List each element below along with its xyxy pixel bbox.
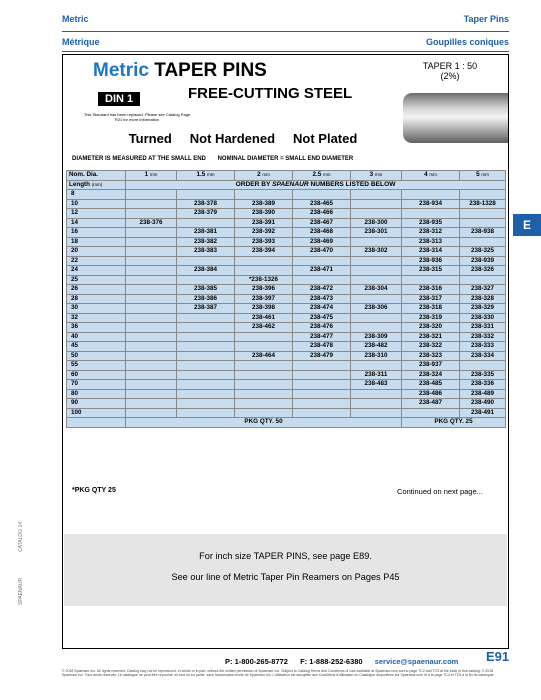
table-row — [67, 323, 506, 333]
part-number-cell[interactable]: 238-311 — [351, 370, 402, 380]
header-section-en: Metric — [62, 14, 89, 24]
part-number-cell[interactable]: 238-398 — [235, 304, 293, 314]
part-number-cell — [126, 323, 177, 333]
taper-pin-table — [66, 170, 506, 428]
part-number-cell — [177, 332, 235, 342]
part-number-cell[interactable]: 238-394 — [235, 247, 293, 257]
length-cell: 28 — [67, 294, 126, 304]
part-number-cell — [126, 285, 177, 295]
part-number-cell[interactable]: 238-302 — [351, 247, 402, 257]
part-number-cell — [293, 399, 351, 409]
part-number-cell[interactable]: 238-335 — [460, 370, 506, 380]
part-number-cell[interactable]: 238-387 — [177, 304, 235, 314]
part-number-cell[interactable]: 238-376 — [126, 218, 177, 228]
part-number-cell — [293, 361, 351, 371]
part-number-cell — [460, 275, 506, 285]
diameter-header-row — [67, 171, 506, 181]
part-number-cell[interactable]: 238-317 — [402, 294, 460, 304]
order-instruction: ORDER BY SPAENAUR NUMBERS LISTED BELOW — [126, 180, 506, 190]
part-number-cell[interactable]: 238-332 — [460, 332, 506, 342]
pkg-qty-50: PKG QTY. 50 — [126, 418, 402, 428]
part-number-cell[interactable]: 238-479 — [293, 351, 351, 361]
package-row-spacer — [67, 418, 126, 428]
length-cell: 60 — [67, 370, 126, 380]
part-number-cell[interactable]: 238-934 — [402, 199, 460, 209]
title-metric: Metric — [93, 60, 149, 81]
part-number-cell — [126, 266, 177, 276]
length-cell: 24 — [67, 266, 126, 276]
part-number-cell — [126, 228, 177, 238]
diameter-header: 2.5 mm — [293, 171, 351, 181]
part-number-cell[interactable]: 238-310 — [351, 351, 402, 361]
section-tab[interactable]: E — [513, 214, 541, 236]
part-number-cell[interactable]: 238-468 — [293, 228, 351, 238]
part-number-cell[interactable]: 238-382 — [177, 237, 235, 247]
part-number-cell[interactable]: 238-321 — [402, 332, 460, 342]
table-row — [67, 351, 506, 361]
table-row — [67, 361, 506, 371]
length-cell: 10 — [67, 199, 126, 209]
continued-link[interactable]: Continued on next page... — [397, 487, 483, 496]
finish-turned: Turned — [128, 131, 172, 146]
part-number-cell — [293, 256, 351, 266]
part-number-cell[interactable]: 238-322 — [402, 342, 460, 352]
part-number-cell — [351, 190, 402, 200]
part-number-cell — [177, 323, 235, 333]
part-number-cell — [126, 275, 177, 285]
length-cell: 22 — [67, 256, 126, 266]
table-row — [67, 408, 506, 418]
part-number-cell[interactable]: 238-383 — [177, 247, 235, 257]
note-nominal: NOMINAL DIAMETER = SMALL END DIAMETER — [217, 156, 354, 162]
part-number-cell[interactable]: 238-470 — [293, 247, 351, 257]
part-number-cell[interactable]: 238-378 — [177, 199, 235, 209]
part-number-cell — [126, 389, 177, 399]
part-number-cell — [126, 370, 177, 380]
table-row — [67, 209, 506, 219]
part-number-cell[interactable]: 238-329 — [460, 304, 506, 314]
part-number-cell[interactable]: 238-478 — [293, 342, 351, 352]
part-number-cell[interactable]: 238-466 — [293, 209, 351, 219]
part-number-cell[interactable]: 238-336 — [460, 380, 506, 390]
note-diameter: DIAMETER IS MEASURED AT THE SMALL END — [72, 156, 206, 162]
length-cell: 90 — [67, 399, 126, 409]
part-number-cell — [177, 313, 235, 323]
part-number-cell — [235, 332, 293, 342]
part-number-cell[interactable]: 238-475 — [293, 313, 351, 323]
length-cell: 80 — [67, 389, 126, 399]
part-number-cell — [402, 209, 460, 219]
part-number-cell — [351, 294, 402, 304]
length-cell: 100 — [67, 408, 126, 418]
part-number-cell — [177, 342, 235, 352]
diameter-header: 4 mm — [402, 171, 460, 181]
part-number-cell — [293, 190, 351, 200]
part-number-cell — [402, 408, 460, 418]
finish-not-hardened: Not Hardened — [189, 131, 276, 146]
part-number-cell — [235, 190, 293, 200]
part-number-cell[interactable]: 238-323 — [402, 351, 460, 361]
part-number-cell[interactable]: 238-467 — [293, 218, 351, 228]
part-number-cell[interactable]: 238-471 — [293, 266, 351, 276]
part-number-cell — [126, 199, 177, 209]
part-number-cell[interactable]: 238-464 — [235, 351, 293, 361]
part-number-cell[interactable]: 238-391 — [235, 218, 293, 228]
part-number-cell — [235, 342, 293, 352]
length-cell: 70 — [67, 380, 126, 390]
table-row — [67, 399, 506, 409]
part-number-cell[interactable]: 238-490 — [460, 399, 506, 409]
diameter-header: 5 mm — [460, 171, 506, 181]
length-cell: 20 — [67, 247, 126, 257]
nom-dia-label: Nom. Dia. — [67, 171, 126, 181]
length-cell: 26 — [67, 285, 126, 295]
part-number-cell[interactable]: 238-937 — [402, 361, 460, 371]
phone-number: P: 1-800-265-8772 — [225, 657, 288, 666]
part-number-cell[interactable]: 238-334 — [460, 351, 506, 361]
table-row — [67, 247, 506, 257]
table-row — [67, 275, 506, 285]
part-number-cell[interactable]: 238-325 — [460, 247, 506, 257]
finish-not-plated: Not Plated — [293, 131, 358, 146]
din-badge: DIN 1 — [98, 92, 140, 106]
part-number-cell[interactable]: 238-487 — [402, 399, 460, 409]
length-cell: 16 — [67, 228, 126, 238]
copyright-notice: © 2018 Spaenaur Inc. All rights reserved. Catalog may not be reproduced, in whole or in part, without the written permission of Spaenaur Inc. Subject to Catalog Terms and Conditions of Use available at Spaenaur.com and to page TC2 and TC3 at the back of this catalog. © 2018 Spaenaur Inc. Tous droits réservés. Le catalogue ne peut être reproduit, en tout ou en partie, sans l'autorisation écrite de Spaenaur Inc. L'utilisation est assujettie aux Conditions d'utilisation du Catalogue disponibles sur Spaenaur.com et à la page TC4 et TC5 à la fin du catalogue. — [62, 669, 495, 678]
part-number-cell[interactable]: 238-300 — [351, 218, 402, 228]
part-number-cell — [177, 399, 235, 409]
part-number-cell — [126, 408, 177, 418]
part-number-cell — [235, 370, 293, 380]
part-number-cell[interactable]: 238-474 — [293, 304, 351, 314]
part-number-cell[interactable]: 238-477 — [293, 332, 351, 342]
part-number-cell[interactable]: 238-309 — [351, 332, 402, 342]
part-number-cell[interactable]: 238-315 — [402, 266, 460, 276]
part-number-cell[interactable]: 238-938 — [460, 228, 506, 238]
part-number-cell[interactable]: 238-390 — [235, 209, 293, 219]
part-number-cell[interactable]: 238-304 — [351, 285, 402, 295]
part-number-cell — [126, 332, 177, 342]
footnote: *PKG QTY 25 — [72, 487, 116, 494]
part-number-cell — [126, 361, 177, 371]
length-header-row — [67, 180, 506, 190]
side-brand-label: SPAENAUR — [18, 577, 24, 605]
product-panel — [62, 54, 509, 649]
part-number-cell — [351, 399, 402, 409]
part-number-cell — [351, 237, 402, 247]
part-number-cell — [235, 256, 293, 266]
part-number-cell — [460, 209, 506, 219]
header-rule-2 — [62, 51, 509, 52]
part-number-cell — [351, 408, 402, 418]
part-number-cell[interactable]: 238-476 — [293, 323, 351, 333]
part-number-cell[interactable]: 238-472 — [293, 285, 351, 295]
part-number-cell — [293, 275, 351, 285]
part-number-cell[interactable]: 238-482 — [351, 342, 402, 352]
contact-line — [225, 657, 468, 666]
part-number-cell — [126, 294, 177, 304]
part-number-cell — [177, 389, 235, 399]
diameter-header: 3 mm — [351, 171, 402, 181]
length-cell: 12 — [67, 209, 126, 219]
part-number-cell[interactable]: 238-935 — [402, 218, 460, 228]
part-number-cell[interactable]: 238-381 — [177, 228, 235, 238]
part-number-cell[interactable]: 238-333 — [460, 342, 506, 352]
part-number-cell[interactable]: 238-461 — [235, 313, 293, 323]
part-number-cell — [235, 361, 293, 371]
part-number-cell — [351, 199, 402, 209]
part-number-cell — [126, 313, 177, 323]
part-number-cell — [351, 361, 402, 371]
part-number-cell — [235, 399, 293, 409]
part-number-cell[interactable]: 238-319 — [402, 313, 460, 323]
part-number-cell — [126, 247, 177, 257]
part-number-cell — [177, 275, 235, 285]
table-row — [67, 285, 506, 295]
page-header-top — [62, 14, 509, 24]
table-row — [67, 342, 506, 352]
part-number-cell — [460, 218, 506, 228]
length-cell: 32 — [67, 313, 126, 323]
part-number-cell[interactable]: 238-469 — [293, 237, 351, 247]
table-row — [67, 380, 506, 390]
part-number-cell[interactable]: 238-327 — [460, 285, 506, 295]
table-row — [67, 218, 506, 228]
title-taper-pins: TAPER PINS — [154, 60, 267, 81]
part-number-cell — [177, 218, 235, 228]
part-number-cell — [126, 304, 177, 314]
part-number-cell[interactable]: 238-330 — [460, 313, 506, 323]
part-number-cell[interactable]: 238-462 — [235, 323, 293, 333]
part-number-cell — [177, 190, 235, 200]
part-number-cell — [351, 389, 402, 399]
reamer-reference[interactable]: See our line of Metric Taper Pin Reamers on Pages P45 — [171, 572, 400, 582]
length-cell: 30 — [67, 304, 126, 314]
part-number-cell — [126, 209, 177, 219]
part-number-cell — [126, 351, 177, 361]
length-cell: 36 — [67, 323, 126, 333]
part-number-cell — [126, 237, 177, 247]
part-number-cell[interactable]: 238-326 — [460, 266, 506, 276]
part-number-cell — [126, 399, 177, 409]
table-row — [67, 199, 506, 209]
part-number-cell — [126, 342, 177, 352]
part-number-cell[interactable]: 238-316 — [402, 285, 460, 295]
part-number-cell[interactable]: 238-386 — [177, 294, 235, 304]
part-number-cell[interactable]: 238-489 — [460, 389, 506, 399]
part-number-cell[interactable]: 238-328 — [460, 294, 506, 304]
part-number-cell[interactable]: 238-396 — [235, 285, 293, 295]
table-row — [67, 332, 506, 342]
table-row — [67, 228, 506, 238]
header-section-fr: Métrique — [62, 37, 100, 47]
part-number-cell — [177, 408, 235, 418]
material-heading: FREE-CUTTING STEEL — [188, 85, 353, 102]
part-number-cell — [126, 380, 177, 390]
part-number-cell — [177, 361, 235, 371]
part-number-cell[interactable]: 238-331 — [460, 323, 506, 333]
part-number-cell[interactable]: 238-392 — [235, 228, 293, 238]
replaced-note: This Standard has been replaced. Please see Catalog Page R21 for more information — [83, 112, 191, 122]
page-number: E91 — [486, 649, 510, 664]
part-number-cell[interactable]: 238-389 — [235, 199, 293, 209]
part-number-cell[interactable]: 238-936 — [402, 256, 460, 266]
part-number-cell[interactable]: 238-301 — [351, 228, 402, 238]
side-catalog-label: CATALOG 14 — [18, 521, 24, 552]
part-number-cell[interactable]: 238-939 — [460, 256, 506, 266]
table-row — [67, 237, 506, 247]
part-number-cell[interactable]: 238-486 — [402, 389, 460, 399]
part-number-cell — [293, 389, 351, 399]
part-number-cell — [351, 209, 402, 219]
diameter-header: 1.5 mm — [177, 171, 235, 181]
table-row — [67, 370, 506, 380]
email-link[interactable]: service@spaenaur.com — [374, 657, 459, 666]
part-number-cell[interactable]: 238-385 — [177, 285, 235, 295]
part-number-cell[interactable]: 238-312 — [402, 228, 460, 238]
product-title — [93, 60, 267, 82]
table-body — [67, 190, 506, 418]
table-row — [67, 190, 506, 200]
measurement-notes — [72, 156, 353, 162]
part-number-cell — [177, 351, 235, 361]
taper-percent: (2%) — [440, 71, 460, 81]
table-row — [67, 266, 506, 276]
cross-reference-box — [64, 534, 507, 606]
fax-number: F: 1-888-252-6380 — [300, 657, 363, 666]
table-row — [67, 313, 506, 323]
header-product-fr: Goupilles coniques — [425, 37, 509, 47]
diameter-header: 2 mm — [235, 171, 293, 181]
part-number-cell — [402, 190, 460, 200]
part-number-cell — [351, 256, 402, 266]
part-number-cell[interactable]: 238-473 — [293, 294, 351, 304]
part-number-cell[interactable]: *238-1326 — [235, 275, 293, 285]
table-row — [67, 256, 506, 266]
length-cell: 55 — [67, 361, 126, 371]
length-cell: 18 — [67, 237, 126, 247]
part-number-cell[interactable]: 238-324 — [402, 370, 460, 380]
part-number-cell — [177, 380, 235, 390]
page-header-bottom — [62, 37, 509, 47]
header-rule-1 — [62, 31, 509, 32]
length-label: Length (mm) — [67, 180, 126, 190]
part-number-cell — [235, 389, 293, 399]
part-number-cell[interactable]: 238-318 — [402, 304, 460, 314]
header-product-en: Taper Pins — [463, 14, 509, 24]
table-row — [67, 294, 506, 304]
part-number-cell[interactable]: 238-483 — [351, 380, 402, 390]
part-number-cell[interactable]: 238-1328 — [460, 199, 506, 209]
diameter-header: 1 mm — [126, 171, 177, 181]
part-number-cell[interactable]: 238-320 — [402, 323, 460, 333]
taper-ratio — [406, 61, 494, 81]
part-number-cell — [351, 313, 402, 323]
length-cell: 50 — [67, 351, 126, 361]
part-number-cell[interactable]: 238-465 — [293, 199, 351, 209]
length-cell: 40 — [67, 332, 126, 342]
part-number-cell[interactable]: 238-314 — [402, 247, 460, 257]
part-number-cell — [177, 256, 235, 266]
length-cell: 45 — [67, 342, 126, 352]
part-number-cell — [293, 408, 351, 418]
part-number-cell[interactable]: 238-393 — [235, 237, 293, 247]
part-number-cell — [126, 190, 177, 200]
part-number-cell — [126, 256, 177, 266]
inch-size-reference[interactable]: For inch size TAPER PINS, see page E89. — [199, 551, 372, 561]
length-cell: 14 — [67, 218, 126, 228]
part-number-cell[interactable]: 238-306 — [351, 304, 402, 314]
part-number-cell — [235, 266, 293, 276]
part-number-cell — [351, 323, 402, 333]
part-number-cell — [460, 190, 506, 200]
part-number-cell[interactable]: 238-384 — [177, 266, 235, 276]
part-number-cell[interactable]: 238-397 — [235, 294, 293, 304]
part-number-cell — [177, 370, 235, 380]
part-number-cell — [460, 361, 506, 371]
part-number-cell[interactable]: 238-313 — [402, 237, 460, 247]
part-number-cell — [293, 380, 351, 390]
part-number-cell — [293, 370, 351, 380]
length-cell: 25 — [67, 275, 126, 285]
part-number-cell — [235, 380, 293, 390]
part-number-cell[interactable]: 238-485 — [402, 380, 460, 390]
taper-label: TAPER 1 : 50 — [422, 61, 478, 71]
part-number-cell — [235, 408, 293, 418]
part-number-cell — [402, 275, 460, 285]
finish-line — [63, 131, 423, 146]
part-number-cell — [351, 266, 402, 276]
table-row — [67, 304, 506, 314]
part-number-cell[interactable]: 238-379 — [177, 209, 235, 219]
package-row — [67, 418, 506, 428]
pkg-qty-25: PKG QTY. 25 — [402, 418, 506, 428]
part-number-cell — [460, 237, 506, 247]
part-number-cell — [351, 275, 402, 285]
length-cell: 8 — [67, 190, 126, 200]
part-number-cell[interactable]: 238-491 — [460, 408, 506, 418]
table-row — [67, 389, 506, 399]
